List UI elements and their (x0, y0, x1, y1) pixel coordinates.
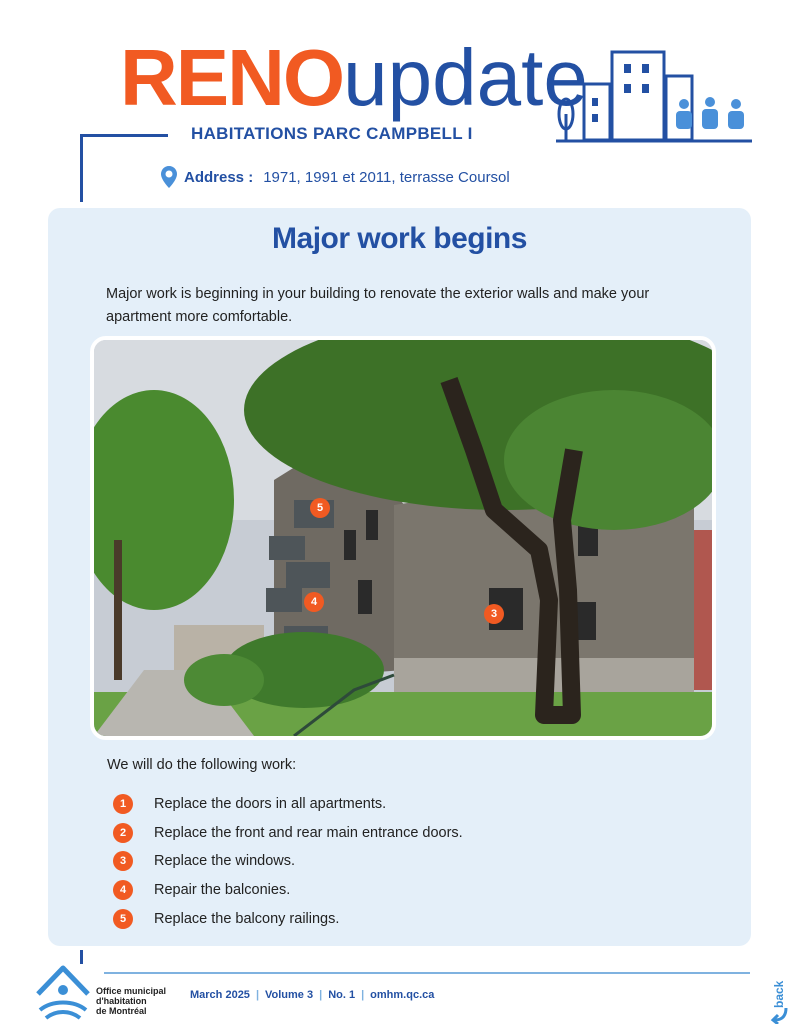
building-illustration (94, 340, 712, 736)
address-value: 1971, 1991 et 2011, terrasse Coursol (263, 168, 510, 186)
back-label: back (772, 980, 786, 1008)
footer-divider (104, 972, 750, 974)
org-line: de Montréal (96, 1006, 147, 1016)
list-number: 1 (113, 794, 133, 814)
list-item (113, 904, 463, 933)
header-divider-vertical (80, 134, 83, 202)
list-number: 4 (113, 880, 133, 900)
list-item (113, 847, 463, 876)
list-item-text: Replace the windows. (154, 853, 296, 870)
org-line: d'habitation (96, 996, 147, 1006)
address-label: Address : (184, 168, 254, 186)
list-item (113, 790, 463, 819)
work-list (113, 790, 463, 933)
issue-date: March 2025 (190, 989, 250, 1001)
omhm-logo-icon (34, 962, 92, 1024)
list-item (113, 876, 463, 905)
list-item-text: Replace the balcony railings. (154, 910, 340, 927)
page-title: Major work begins (272, 222, 527, 255)
issue-info: March 2025 | Volume 3 | No. 1 | omhm.qc.ca (190, 989, 435, 1001)
back-arrow-icon (770, 1006, 790, 1024)
issue-volume: Volume 3 (265, 989, 314, 1001)
list-item-text: Replace the doors in all apartments. (154, 796, 387, 813)
org-line: Office municipal (96, 986, 167, 996)
list-item (113, 819, 463, 848)
list-number: 5 (113, 909, 133, 929)
building-name: HABITATIONS PARC CAMPBELL I (191, 124, 473, 143)
issue-number: No. 1 (328, 989, 356, 1001)
address-line (160, 165, 510, 189)
photo-marker-5: 5 (310, 498, 330, 518)
website-link[interactable]: omhm.qc.ca (370, 989, 435, 1001)
photo-marker-3: 3 (484, 604, 504, 624)
header-divider (80, 134, 168, 137)
list-item-text: Replace the front and rear main entrance doors. (154, 824, 463, 841)
list-number: 3 (113, 851, 133, 871)
list-item-text: Repair the balconies. (154, 882, 291, 899)
photo-marker-4: 4 (304, 592, 324, 612)
building-photo (90, 336, 716, 740)
work-list-intro: We will do the following work: (107, 757, 297, 773)
list-number: 2 (113, 823, 133, 843)
org-name (96, 986, 166, 1016)
intro-text: Major work is beginning in your building to renovate the exterior walls and make your apartment more comfortable. (106, 286, 650, 325)
location-pin-icon (160, 165, 178, 189)
back-button[interactable] (770, 974, 790, 1024)
logo-title: RENOupdate (120, 33, 588, 122)
buildings-people-icon (556, 48, 752, 144)
